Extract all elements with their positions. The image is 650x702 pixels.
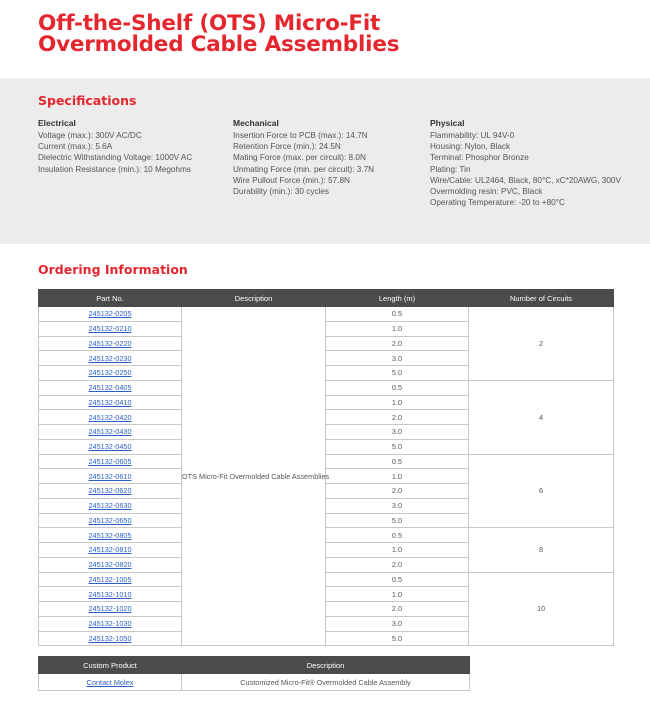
part-number-link[interactable]: 245132-0250	[88, 368, 132, 378]
ordering-table	[38, 289, 614, 646]
length-cell: 0.5	[326, 528, 469, 543]
spec-line: Dielectric Withstanding Voltage: 1000V AC	[38, 153, 193, 163]
length-cell: 5.0	[326, 513, 469, 528]
page-title-line-1: Off-the-Shelf (OTS) Micro-Fit	[38, 11, 381, 36]
length-cell: 5.0	[326, 631, 469, 646]
length-cell: 3.0	[326, 425, 469, 440]
spec-line: Unmating Force (min. per circuit): 3.7N	[233, 164, 375, 174]
part-number-link[interactable]: 245132-0820	[88, 560, 132, 570]
custom-link-cell	[39, 674, 182, 691]
part-number-link[interactable]: 245132-1050	[88, 633, 132, 643]
length-cell: 3.0	[326, 498, 469, 513]
part-number-cell	[39, 336, 182, 351]
part-number-cell	[39, 469, 182, 484]
part-number-cell	[39, 543, 182, 558]
spec-line: Terminal: Phosphor Bronze	[430, 153, 529, 163]
length-cell: 2.0	[326, 484, 469, 499]
column-header-part-no: Part No.	[39, 290, 182, 307]
part-number-link[interactable]: 245132-0610	[88, 471, 132, 481]
spec-line: Overmolding resin: PVC, Black	[430, 187, 543, 197]
part-number-link[interactable]: 245132-0605	[88, 456, 132, 466]
description-cell: OTS Micro-Fit Overmolded Cable Assemblies	[182, 307, 326, 646]
length-cell: 3.0	[326, 616, 469, 631]
custom-product-table	[38, 656, 470, 691]
part-number-cell	[39, 321, 182, 336]
table-row	[39, 307, 614, 322]
circuits-cell: 4	[469, 380, 614, 454]
spec-line: Current (max.): 5.6A	[38, 142, 113, 152]
part-number-cell	[39, 351, 182, 366]
spec-line: Voltage (max.): 300V AC/DC	[38, 131, 142, 140]
part-number-link[interactable]: 245132-0220	[88, 338, 132, 348]
length-cell: 3.0	[326, 351, 469, 366]
part-number-link[interactable]: 245132-1030	[88, 619, 132, 629]
length-cell: 0.5	[326, 380, 469, 395]
contact-molex-link[interactable]: Contact Molex	[86, 677, 134, 687]
ordering-heading: Ordering Information	[38, 262, 188, 277]
spec-line: Flammability: UL 94V-0	[430, 131, 515, 140]
spec-column-electrical	[38, 118, 192, 175]
circuits-cell: 2	[469, 307, 614, 381]
part-number-link[interactable]: 245132-1010	[88, 589, 132, 599]
length-cell: 0.5	[326, 454, 469, 469]
part-number-cell	[39, 631, 182, 646]
part-number-cell	[39, 425, 182, 440]
table-row	[39, 454, 614, 469]
part-number-cell	[39, 380, 182, 395]
part-number-cell	[39, 587, 182, 602]
spec-line: Wire Pullout Force (min.): 57.8N	[233, 175, 350, 185]
table-row	[39, 528, 614, 543]
column-header-custom-product: Custom Product	[39, 657, 182, 674]
part-number-link[interactable]: 245132-1005	[88, 574, 132, 584]
part-number-cell	[39, 484, 182, 499]
spec-line: Housing: Nylon, Black	[430, 142, 511, 152]
spec-electrical-lines	[38, 130, 192, 175]
spec-line: Plating: Tin	[430, 164, 471, 174]
length-cell: 1.0	[326, 543, 469, 558]
part-number-cell	[39, 366, 182, 381]
spec-line: Insulation Resistance (min.): 10 Megohms	[38, 164, 191, 174]
part-number-link[interactable]: 245132-0210	[88, 324, 132, 334]
part-number-link[interactable]: 245132-1020	[88, 604, 132, 614]
length-cell: 2.0	[326, 602, 469, 617]
spec-mechanical-heading: Mechanical	[233, 118, 279, 128]
circuits-cell: 6	[469, 454, 614, 528]
spec-column-mechanical	[233, 118, 374, 197]
length-cell: 2.0	[326, 557, 469, 572]
part-number-cell	[39, 557, 182, 572]
part-number-cell	[39, 528, 182, 543]
length-cell: 5.0	[326, 366, 469, 381]
spec-line: Wire/Cable: UL2464, Black, 80°C, xC*20AWG, 300V	[430, 175, 621, 185]
part-number-cell	[39, 454, 182, 469]
part-number-link[interactable]: 245132-0810	[88, 545, 132, 555]
part-number-link[interactable]: 245132-0430	[88, 427, 132, 437]
spec-line: Durability (min.): 30 cycles	[233, 187, 329, 197]
part-number-link[interactable]: 245132-0410	[88, 397, 132, 407]
column-header-circuits: Number of Circuits	[469, 290, 614, 307]
column-header-length: Length (m)	[326, 290, 469, 307]
spec-mechanical-lines	[233, 130, 374, 197]
spec-physical-lines	[430, 130, 621, 208]
part-number-cell	[39, 439, 182, 454]
part-number-cell	[39, 410, 182, 425]
spec-line: Operating Temperature: -20 to +80°C	[430, 198, 565, 208]
part-number-cell	[39, 498, 182, 513]
circuits-cell: 10	[469, 572, 614, 646]
specifications-heading: Specifications	[38, 93, 137, 108]
custom-table-header	[39, 657, 470, 674]
length-cell: 2.0	[326, 410, 469, 425]
part-number-link[interactable]: 245132-0450	[88, 442, 132, 452]
ordering-table-body	[39, 307, 614, 646]
page-title	[38, 13, 618, 55]
custom-table-row	[39, 674, 470, 691]
spec-line: Retention Force (min.): 24.5N	[233, 142, 341, 152]
circuits-cell: 8	[469, 528, 614, 572]
length-cell: 0.5	[326, 307, 469, 322]
part-number-link[interactable]: 245132-0650	[88, 515, 132, 525]
spec-line: Insertion Force to PCB (max.): 14.7N	[233, 131, 368, 140]
length-cell: 2.0	[326, 336, 469, 351]
length-cell: 1.0	[326, 469, 469, 484]
part-number-link[interactable]: 245132-0630	[88, 501, 132, 511]
part-number-link[interactable]: 245132-0230	[88, 353, 132, 363]
column-header-custom-description: Description	[182, 657, 470, 674]
column-header-description: Description	[182, 290, 326, 307]
part-number-cell	[39, 602, 182, 617]
part-number-link[interactable]: 245132-0420	[88, 412, 132, 422]
part-number-link[interactable]: 245132-0405	[88, 383, 132, 393]
length-cell: 0.5	[326, 572, 469, 587]
part-number-link[interactable]: 245132-0620	[88, 486, 132, 496]
spec-line: Mating Force (max. per circuit): 8.0N	[233, 153, 366, 163]
part-number-cell	[39, 616, 182, 631]
length-cell: 1.0	[326, 587, 469, 602]
table-row	[39, 380, 614, 395]
part-number-cell	[39, 572, 182, 587]
length-cell: 1.0	[326, 395, 469, 410]
ordering-table-header	[39, 290, 614, 307]
part-number-cell	[39, 395, 182, 410]
part-number-cell	[39, 307, 182, 322]
part-number-cell	[39, 513, 182, 528]
part-number-link[interactable]: 245132-0805	[88, 530, 132, 540]
length-cell: 5.0	[326, 439, 469, 454]
part-number-link[interactable]: 245132-0205	[88, 309, 132, 319]
page-title-line-2: Overmolded Cable Assemblies	[38, 32, 400, 57]
spec-column-physical	[430, 118, 621, 208]
length-cell: 1.0	[326, 321, 469, 336]
spec-electrical-heading: Electrical	[38, 118, 76, 128]
custom-description-cell: Customized Micro-Fit® Overmolded Cable Assembly	[182, 674, 470, 691]
table-row	[39, 572, 614, 587]
spec-physical-heading: Physical	[430, 118, 465, 128]
